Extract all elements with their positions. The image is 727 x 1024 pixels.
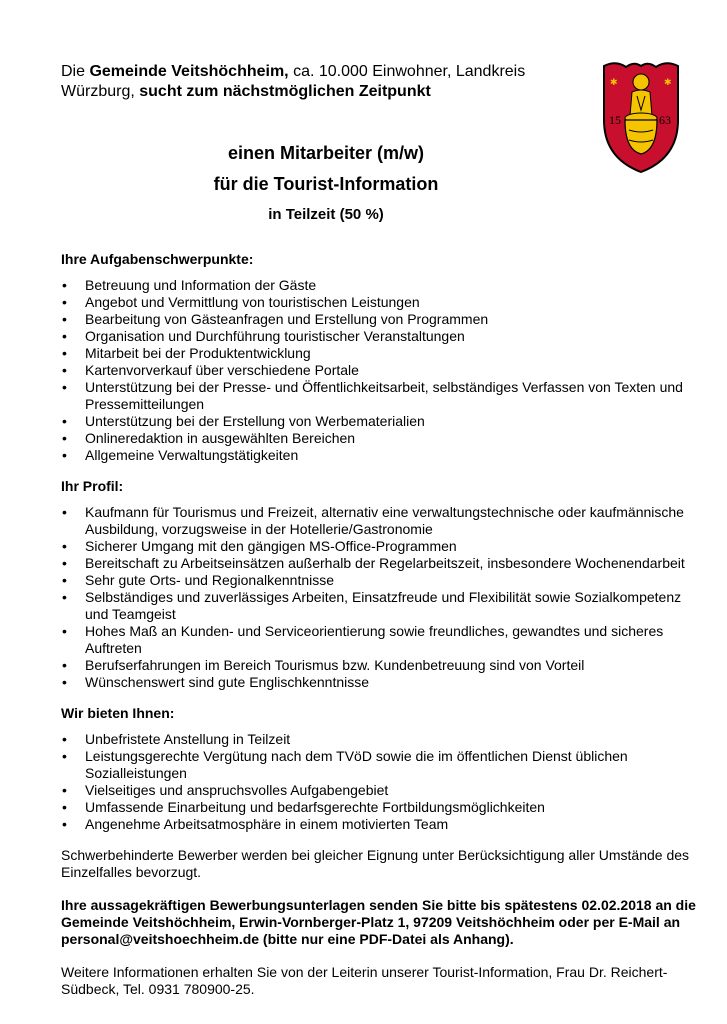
list-item: • Hohes Maß an Kunden- und Serviceorientierung sowie freundliches, gewandtes und sicheres Auftreten	[61, 623, 696, 657]
svg-text:✱: ✱	[610, 78, 618, 88]
list-item: • Kaufmann für Tourismus und Freizeit, alternativ eine verwaltungstechnische oder kaufmännische Ausbildung, vorzugsweise in der Hotellerie/Gastronomie	[61, 504, 696, 538]
disability-note: Schwerbehinderte Bewerber werden bei gleicher Eignung unter Berücksichtigung aller Umstände des Einzelfalles bevorzugt.	[61, 847, 690, 880]
list-item: • Vielseitiges und anspruchsvolles Aufgabengebiet	[61, 782, 696, 799]
section-offer	[61, 705, 696, 833]
list-item: • Leistungsgerechte Vergütung nach dem TVöD sowie die im öffentlichen Dienst üblichen Sozialleistungen	[61, 748, 696, 782]
list-item: • Angebot und Vermittlung von touristischen Leistungen	[61, 294, 696, 311]
job-title-block	[61, 140, 591, 225]
list-item: • Mitarbeit bei der Produktentwicklung	[61, 345, 696, 362]
list-item: • Unterstützung bei der Erstellung von Werbematerialien	[61, 413, 696, 430]
intro-emph: sucht zum nächstmöglichen Zeitpunkt	[139, 83, 431, 100]
list-item: • Bereitschaft zu Arbeitseinsätzen außerhalb der Regelarbeitszeit, insbesondere Wochenendarbeit	[61, 555, 696, 572]
section-heading: Wir bieten Ihnen:	[61, 705, 175, 721]
contact-info: Weitere Informationen erhalten Sie von der Leiterin unserer Tourist-Information, Frau Dr. Reichert-Südbeck, Tel. 0931 780900-25.	[61, 964, 668, 997]
intro-mid: ca. 10.000 Einwohner, Landkreis Würzburg,	[61, 63, 526, 100]
coat-of-arms-logo	[596, 58, 686, 176]
section-profile	[61, 478, 696, 691]
intro-text	[61, 62, 581, 102]
list-item: • Organisation und Durchführung touristischer Veranstaltungen	[61, 328, 696, 345]
section-heading: Ihre Aufgabenschwerpunkte:	[61, 251, 254, 267]
intro-pre: Die	[61, 63, 90, 80]
section-tasks	[61, 251, 696, 464]
application-instructions: Ihre aussagekräftigen Bewerbungsunterlagen senden Sie bitte bis spätestens 02.02.2018 an die Gemeinde Veitshöchheim, Erwin-Vornberger-Platz 1, 97209 Veitshöchheim oder per E-Mail an personal@veitshoechheim.de (bitte nur eine PDF-Datei als Anhang).	[61, 897, 696, 947]
bullet-list	[61, 731, 696, 833]
list-item: • Onlineredaktion in ausgewählten Bereichen	[61, 430, 696, 447]
job-department: für die Tourist-Information	[213, 174, 439, 194]
list-item: • Berufserfahrungen im Bereich Tourismus bzw. Kundenbetreuung sind von Vorteil	[61, 657, 696, 674]
list-item: • Unbefristete Anstellung in Teilzeit	[61, 731, 696, 748]
list-item: • Wünschenswert sind gute Englischkenntnisse	[61, 674, 696, 691]
list-item: • Selbständiges und zuverlässiges Arbeiten, Einsatzfreude und Flexibilität sowie Sozialkompetenz und Teamgeist	[61, 589, 696, 623]
bullet-list	[61, 504, 696, 691]
bullet-list	[61, 277, 696, 464]
section-heading: Ihr Profil:	[61, 478, 124, 494]
job-title: einen Mitarbeiter (m/w)	[227, 143, 425, 163]
crest-year-left: 15	[609, 113, 621, 127]
crest-year-right: 63	[659, 113, 671, 127]
list-item: • Sehr gute Orts- und Regionalkenntnisse	[61, 572, 696, 589]
list-item: • Unterstützung bei der Presse- und Öffentlichkeitsarbeit, selbständiges Verfassen von Texten und Pressemitteilungen	[61, 379, 696, 413]
job-hours: in Teilzeit (50 %)	[268, 206, 384, 223]
list-item: • Betreuung und Information der Gäste	[61, 277, 696, 294]
svg-text:✱: ✱	[664, 78, 672, 88]
list-item: • Sicherer Umgang mit den gängigen MS-Office-Programmen	[61, 538, 696, 555]
list-item: • Bearbeitung von Gästeanfragen und Erstellung von Programmen	[61, 311, 696, 328]
list-item: • Allgemeine Verwaltungstätigkeiten	[61, 447, 696, 464]
list-item: • Umfassende Einarbeitung und bedarfsgerechte Fortbildungsmöglichkeiten	[61, 799, 696, 816]
intro-org: Gemeinde Veitshöchheim,	[89, 63, 289, 80]
list-item: • Angenehme Arbeitsatmosphäre in einem motivierten Team	[61, 816, 696, 833]
job-content	[61, 251, 696, 1014]
list-item: • Kartenvorverkauf über verschiedene Portale	[61, 362, 696, 379]
